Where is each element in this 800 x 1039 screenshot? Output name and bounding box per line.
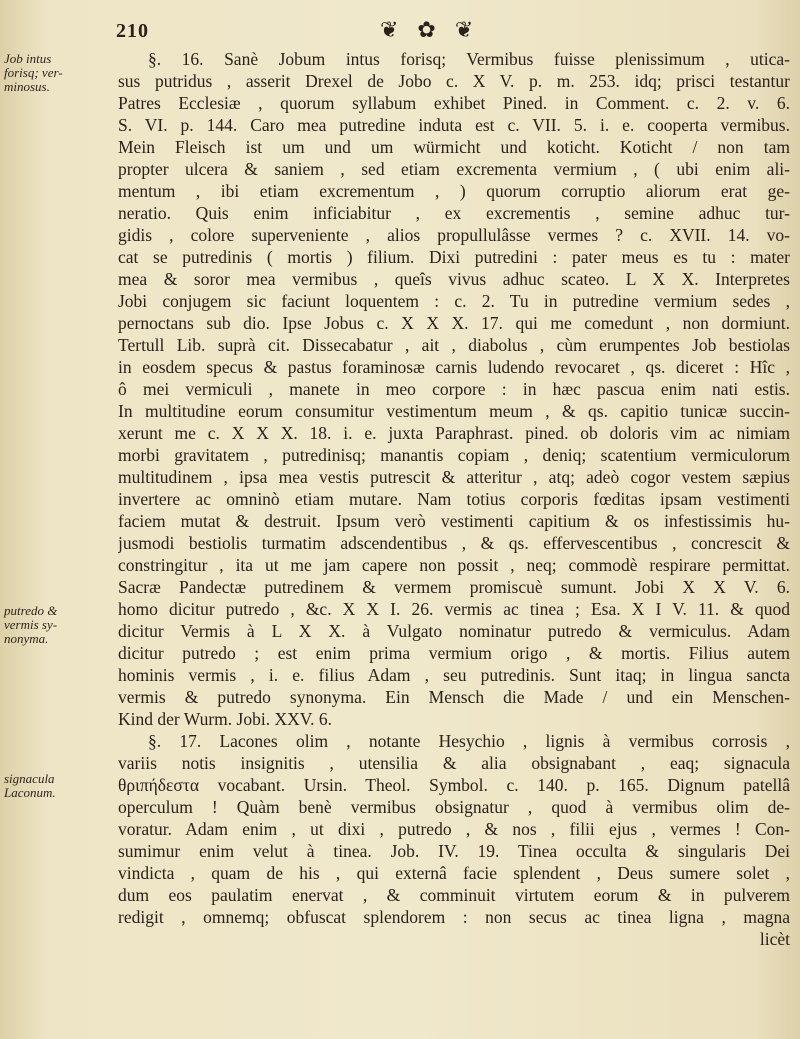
text-line: vindicta , quam de his , qui externâ facie splendent , Deus sumere solet , xyxy=(118,863,790,883)
text-line: invertere ac omninò etiam mutare. Nam totius corporis fœditas ipsam vestimenti xyxy=(118,489,790,509)
text-line: sumimur enim velut à tinea. Job. IV. 19. Tinea occulta & singularis Dei xyxy=(118,841,790,861)
text-line: homo dicitur putredo , &c. X X I. 26. vermis ac tinea ; Esa. X I V. 11. & quod xyxy=(118,599,790,619)
margin-note-line: putredo & xyxy=(4,603,58,618)
text-line: mentum , ibi etiam excrementum , ) quorum corruptio aliorum erat ge- xyxy=(118,181,790,201)
text-line: dum eos paulatim enervat , & comminuit virtutem eorum & in pulverem xyxy=(118,885,790,905)
text-line: Sacræ Pandectæ putredinem & vermem promiscuè sumunt. Jobi X X V. 6. xyxy=(118,577,790,597)
text-line: multitudinem , ipsa mea vestis putrescit & atteritur , atq; adeò cogor vestem sæpius xyxy=(118,467,790,487)
margin-note-line: Laconum. xyxy=(4,785,56,800)
margin-note-line: minosus. xyxy=(4,79,50,94)
catchword: licèt xyxy=(759,929,790,949)
margin-note-signacula-laconum xyxy=(4,772,112,800)
text-line: ô mei vermiculi , manete in meo corpore : in hæc pascua enim nati estis. xyxy=(118,379,790,399)
text-line: §. 17. Lacones olim , notante Hesychio , lignis à vermibus corrosis , xyxy=(148,731,790,751)
text-line: S. VI. p. 144. Caro mea putredine induta est c. VII. 5. i. e. cooperta vermibus. xyxy=(118,115,790,135)
text-line: redigit , omnemq; obfuscat splendorem : non secus ac tinea ligna , magna xyxy=(118,907,790,927)
text-line: Jobi conjugem sic faciunt loquentem : c. 2. Tu in putredine vermium sedes , xyxy=(118,291,790,311)
text-line: sus putridus , asserit Drexel de Jobo c. X V. p. m. 253. idq; prisci testantur xyxy=(118,71,790,91)
text-line: xerunt me c. X X X. 18. i. e. juxta Paraphrast. pined. ob doloris vim ac nimiam xyxy=(118,423,790,443)
text-line: hominis vermis , i. e. filius Adam , seu putredinis. Sunt itaq; in lingua sancta xyxy=(118,665,790,685)
text-line: pernoctans sub dio. Ipse Jobus c. X X X. 17. qui me comedunt , non dormiunt. xyxy=(118,313,790,333)
text-line: variis notis insignitis , utensilia & alia obsignabant , eaq; signacula xyxy=(118,753,790,773)
text-line: Patres Ecclesiæ , quorum syllabum exhibet Pined. in Comment. c. 2. v. 6. xyxy=(118,93,790,113)
text-line: jusmodi bestiolis turmatim adscendentibus , & qs. effervescentibus , concrescit & xyxy=(118,533,790,553)
text-line: mea & soror mea vermibus , queîs vivus adhuc scateo. L X X. Interpretes xyxy=(118,269,790,289)
text-line: In multitudine eorum consumitur vestimentum meum , & qs. capitio tunicæ succin- xyxy=(118,401,790,421)
text-line: neratio. Quis enim inficiabitur , ex excrementis , semine adhuc tur- xyxy=(118,203,790,223)
page-number: 210 xyxy=(116,20,149,42)
margin-note-line: nonyma. xyxy=(4,631,49,646)
text-line: faciem mutat & destruit. Ipsum verò vestimenti capitium & os infestissimis hu- xyxy=(118,511,790,531)
margin-note-putredo-vermis xyxy=(4,604,112,646)
text-line: Tertull Lib. suprà cit. Dissecabatur , ait , diabolus , cùm erumpentes Job bestiolas xyxy=(118,335,790,355)
margin-note-line: vermis sy- xyxy=(4,617,58,632)
text-line: Mein Fleisch ist um und um würmicht und koticht. Koticht / non tam xyxy=(118,137,790,157)
text-line: dicitur putredo ; est enim prima vermium origo , & mortis. Filius autem xyxy=(118,643,790,663)
margin-note-line: forisq; ver- xyxy=(4,65,63,80)
text-line: operculum ! Quàm benè vermibus obsignatur , quod à vermibus olim de- xyxy=(118,797,790,817)
margin-note-line: signacula xyxy=(4,771,55,786)
text-line: §. 16. Sanè Jobum intus forisq; Vermibus fuisse plenissimum , utica- xyxy=(148,49,790,69)
margin-note-line: Job intus xyxy=(4,51,52,66)
text-line: cat se putredinis ( mortis ) filium. Dixi putredini : pater meus es tu : mater xyxy=(118,247,790,267)
text-line: vermis & putredo synonyma. Ein Mensch die Made / und ein Menschen- xyxy=(118,687,790,707)
margin-note-job-verminous xyxy=(4,52,112,94)
headpiece-ornament: ❦ ✿ ❦ xyxy=(380,18,480,43)
page-header xyxy=(0,18,800,48)
text-line: θριπήδεστα vocabant. Ursin. Theol. Symbol. c. 140. p. 165. Dignum patellâ xyxy=(118,775,790,795)
text-line: constringitur , ita ut me jam capere non possit , neq; commodè respirare permittat. xyxy=(118,555,790,575)
text-line: dicitur Vermis à L X X. à Vulgato nominatur putredo & vermiculus. Adam xyxy=(118,621,790,641)
text-line: gidis , colore superveniente , alios propullulâsse vermes ? c. XVII. 14. vo- xyxy=(118,225,790,245)
text-line: voratur. Adam enim , ut dixi , putredo , & nos , filii ejus , vermes ! Con- xyxy=(118,819,790,839)
text-line: Kind der Wurm. Jobi. XXV. 6. xyxy=(118,709,332,729)
text-line: morbi gravitatem , putredinisq; manantis copiam , deniq; scatentium vermiculorum xyxy=(118,445,790,465)
text-line: propter ulcera & saniem , sed etiam excrementa vermium , ( ubi enim ali- xyxy=(118,159,790,179)
text-line: in eosdem specus & pastus foraminosæ carnis ludendo revocaret , qs. diceret : Hîc , xyxy=(118,357,790,377)
